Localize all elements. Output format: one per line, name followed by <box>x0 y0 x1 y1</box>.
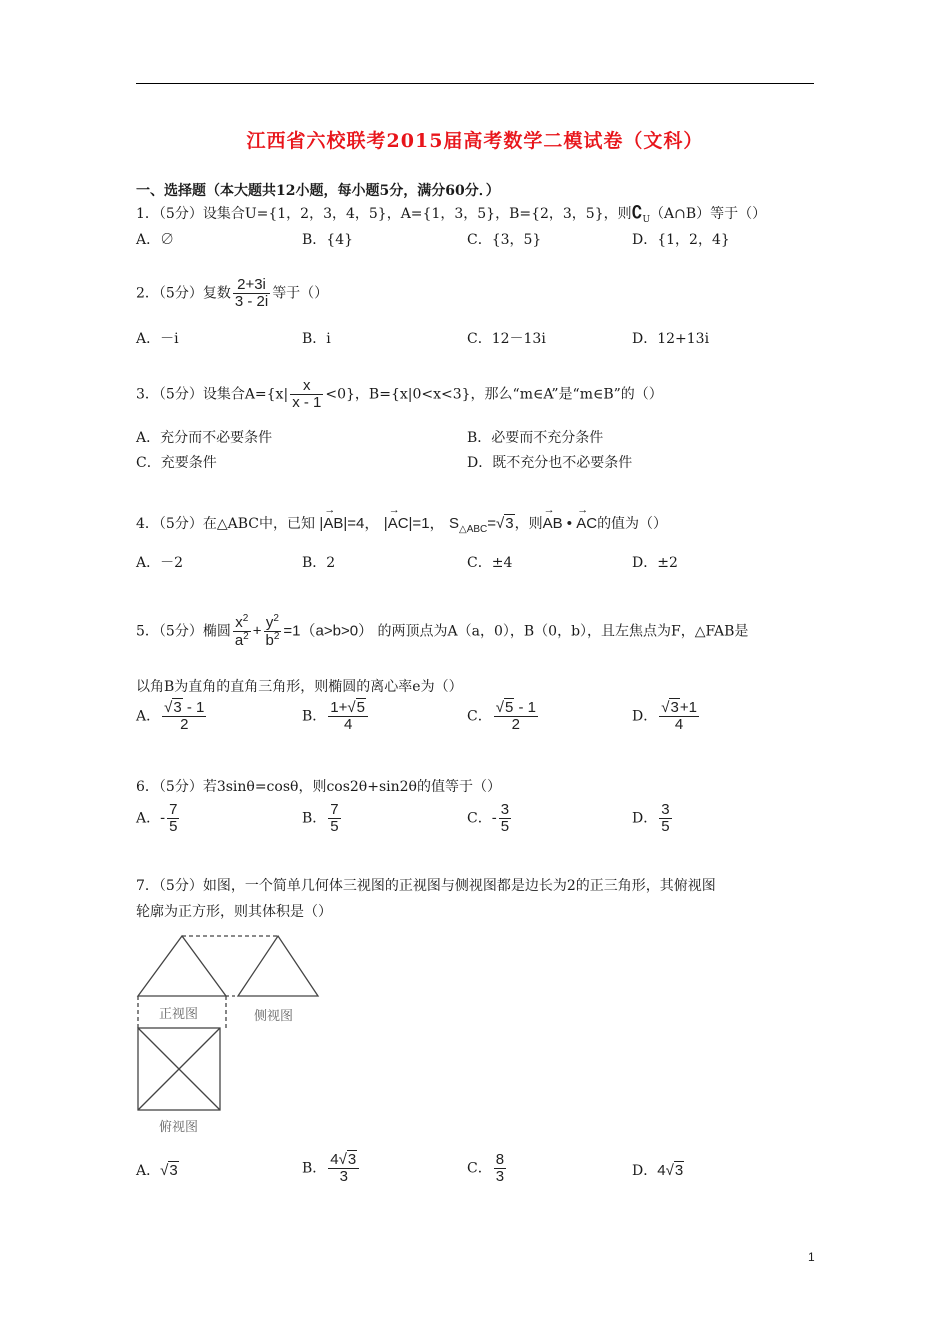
q4-option-d: D．±2 <box>632 555 678 571</box>
area-eq: = <box>487 515 497 532</box>
question-2 <box>136 277 328 310</box>
q3-option-c: C．充要条件 <box>136 455 217 471</box>
q7-b-root: 3 <box>347 1151 357 1168</box>
q6-d-den: 5 <box>661 817 670 835</box>
question-4 <box>136 512 667 535</box>
q5-eq: =1（a>b>0） <box>283 622 374 640</box>
complement-symbol: ∁ <box>631 203 643 223</box>
question-2-tail: 等于（） <box>272 285 329 302</box>
q5-option-a-label: A． <box>136 708 161 725</box>
q5-y-exp: 2 <box>273 613 279 624</box>
q6-option-c-label: C． <box>467 810 492 827</box>
page-title: 江西省六校联考2015届高考数学二模试卷（文科） <box>246 130 704 152</box>
q4-option-b: B．2 <box>302 555 336 571</box>
q5-d-root: 3 <box>670 699 679 716</box>
q6-option-b <box>302 802 343 835</box>
q5-option-b: B． $\frac{1+√5}{4}$ <box>302 700 370 733</box>
q1-option-c: C．{3，5} <box>467 232 542 248</box>
complement-sub: U <box>642 214 651 225</box>
question-4-text: 4．（5分）在△ABC中，已知 <box>136 516 315 532</box>
q7-option-d: D．4√3 <box>632 1162 684 1179</box>
q5-a: a <box>234 631 244 649</box>
q5-y: y <box>265 614 274 631</box>
q7-a-root: 3 <box>169 1162 178 1179</box>
question-1-tail: （A∩B）等于（） <box>650 206 767 222</box>
q6-option-a <box>136 802 181 835</box>
q2-numerator: 2+3i <box>237 276 266 293</box>
q5-x-exp: 2 <box>242 613 249 624</box>
q5-b-head: 1+ <box>330 699 348 716</box>
q2-option-c: C．12－13i <box>467 331 546 347</box>
q5-d-tail: +1 <box>679 699 697 716</box>
q6-a-sign: - <box>160 809 166 827</box>
q7-option-b: B． $\frac{4√3}{3}$ <box>302 1152 361 1185</box>
q5-x: x <box>235 614 243 631</box>
q5-a-den: 2 <box>162 716 206 733</box>
q4-option-c: C．±4 <box>467 555 513 571</box>
q7-option-d-label: D． <box>632 1163 658 1179</box>
question-3-tail: <0}，B={x|0<x<3}，那么“m∈A”是“m∈B”的（） <box>325 386 663 403</box>
side-view-label: 侧视图 <box>254 1009 294 1024</box>
q6-option-d <box>632 802 674 835</box>
front-view-label: 正视图 <box>159 1007 199 1022</box>
q5-c-tail: - 1 <box>514 699 536 716</box>
q7-c-den: 3 <box>495 1167 505 1185</box>
vector-ab-2: → AB <box>543 515 563 532</box>
q6-option-c <box>467 802 513 835</box>
ab-value: |=4， <box>343 515 380 532</box>
q5-option-d: D． $\frac{√3+1}{4}$ <box>632 699 697 733</box>
q5-b-exp: 2 <box>273 630 280 642</box>
q5-option-c: C． $\frac{√5 - 1}{2}$ <box>467 699 536 733</box>
q6-c-den: 5 <box>500 817 510 835</box>
top-view-label: 俯视图 <box>159 1120 199 1135</box>
q2-denominator: 3 - 2i <box>234 292 269 310</box>
q7-option-c-label: C． <box>467 1160 492 1177</box>
question-7-line1: 7．（5分）如图，一个简单几何体三视图的正视图与侧视图都是边长为2的正三角形，其俯视图 <box>136 878 716 894</box>
question-3 <box>136 378 663 411</box>
q7-option-b-label: B． <box>302 1160 327 1177</box>
q5-c-den: 2 <box>494 716 538 733</box>
q7-option-a: A．√3 <box>136 1162 178 1179</box>
vector-ac-2: → AC <box>576 515 597 532</box>
question-2-text: 2．（5分）复数 <box>136 285 231 302</box>
q6-c-num: 3 <box>500 801 510 818</box>
q2-option-a: A．－i <box>136 331 179 347</box>
q6-option-b-label: B． <box>302 810 327 827</box>
header-rule <box>136 83 814 84</box>
q7-d-head: 4 <box>657 1162 666 1179</box>
question-5-line2: 以角B为直角的直角三角形，则椭圆的离心率e为（） <box>136 679 463 695</box>
q6-d-num: 3 <box>661 801 670 818</box>
q7-option-c <box>467 1152 508 1185</box>
front-view-triangle <box>138 936 226 996</box>
q6-option-a-label: A． <box>136 810 161 827</box>
q5-a-root: 3 <box>173 699 182 716</box>
q3-option-b: B．必要而不充分条件 <box>467 430 604 446</box>
q5-b-den: 4 <box>328 716 368 733</box>
question-5-text: 5．（5分）椭圆 <box>136 623 231 640</box>
vector-ac: → AC <box>388 515 409 532</box>
ac-value: |=1， <box>408 515 445 532</box>
q2-option-b: B．i <box>302 331 331 347</box>
area-sub: △ABC <box>459 524 488 535</box>
ac-magnitude: |→ AC|=1， <box>384 515 445 532</box>
ab-magnitude: |→ AB|=4， <box>319 515 379 532</box>
page-number: 1 <box>808 1250 815 1264</box>
vector-ab: → AB <box>323 515 343 532</box>
three-view-figure <box>132 930 322 1142</box>
q2-fraction <box>233 277 270 310</box>
question-1-text: 1．（5分）设集合U={1，2，3，4，5}，A={1，3，5}，B={2，3，5}，则 <box>136 206 632 222</box>
q3-denominator: x - 1 <box>292 393 322 411</box>
q5-a-exp: 2 <box>243 630 249 642</box>
q5-b-root: 5 <box>356 699 365 716</box>
q2-option-d: D．12+13i <box>632 331 710 347</box>
q5-b: b <box>265 631 274 649</box>
q7-b-head: 4 <box>330 1151 339 1168</box>
question-4-then: ，则 <box>514 516 543 532</box>
q3-numerator: x <box>303 377 311 394</box>
area-root: 3 <box>505 515 514 532</box>
q6-a-num: 7 <box>169 801 178 818</box>
q7-b-den: 3 <box>328 1168 359 1185</box>
q5-a-tail: - 1 <box>182 699 205 716</box>
q6-c-sign: - <box>491 809 497 827</box>
question-1 <box>136 203 766 225</box>
q5-option-c-label: C． <box>467 708 492 725</box>
q7-c-num: 8 <box>495 1151 505 1168</box>
side-view-triangle <box>238 936 318 996</box>
q6-option-d-label: D． <box>632 810 658 827</box>
q5-frac-x <box>233 614 251 649</box>
q5-option-a: A． $\frac{√3 - 1}{2}$ <box>136 699 205 733</box>
question-7-line2: 轮廓为正方形，则其体积是（） <box>136 904 332 920</box>
q6-b-num: 7 <box>330 801 339 818</box>
q5-d-den: 4 <box>659 716 699 733</box>
q1-option-a: A．∅ <box>136 232 175 248</box>
q1-option-b: B．{4} <box>302 232 354 248</box>
q3-option-d: D．既不充分也不必要条件 <box>467 455 633 471</box>
q5-c-root: 5 <box>504 699 514 716</box>
area-expression: $S_{\triangle ABC}=√3$ <box>448 515 514 535</box>
section-heading: 一、选择题（本大题共12小题，每小题5分，满分60分．） <box>136 183 500 199</box>
dot-product: → AB • → AC <box>543 515 597 532</box>
q6-b-den: 5 <box>330 817 339 835</box>
q3-fraction <box>290 378 323 411</box>
area-s: S <box>448 515 459 532</box>
q5-option-b-label: B． <box>302 708 327 725</box>
q6-a-den: 5 <box>169 817 178 835</box>
question-5-tail: 的两顶点为A（a，0），B（0，b），且左焦点为F，△FAB是 <box>377 623 749 640</box>
question-5: 5．（5分）椭圆 $\frac{x^2}{a^2}$ + $\frac{y^2}{b^2}$ =1（a>b>0） 的两顶点为A（a，0），B（0，b），且左焦点为F，△FAB是 <box>136 613 749 649</box>
q1-option-d: D．{1，2，4} <box>632 232 730 248</box>
q4-option-a: A．－2 <box>136 555 184 571</box>
q7-d-root: 3 <box>674 1162 684 1179</box>
q3-option-a: A．充分而不必要条件 <box>136 430 273 446</box>
q5-option-d-label: D． <box>632 708 658 725</box>
question-6: 6．（5分）若3sinθ=cosθ，则cos2θ+sin2θ的值等于（） <box>136 779 501 795</box>
q5-frac-y <box>264 614 282 649</box>
question-4-tail: 的值为（） <box>597 516 668 532</box>
question-3-text: 3．（5分）设集合A={x| <box>136 386 289 403</box>
q7-option-a-label: A． <box>136 1163 161 1179</box>
